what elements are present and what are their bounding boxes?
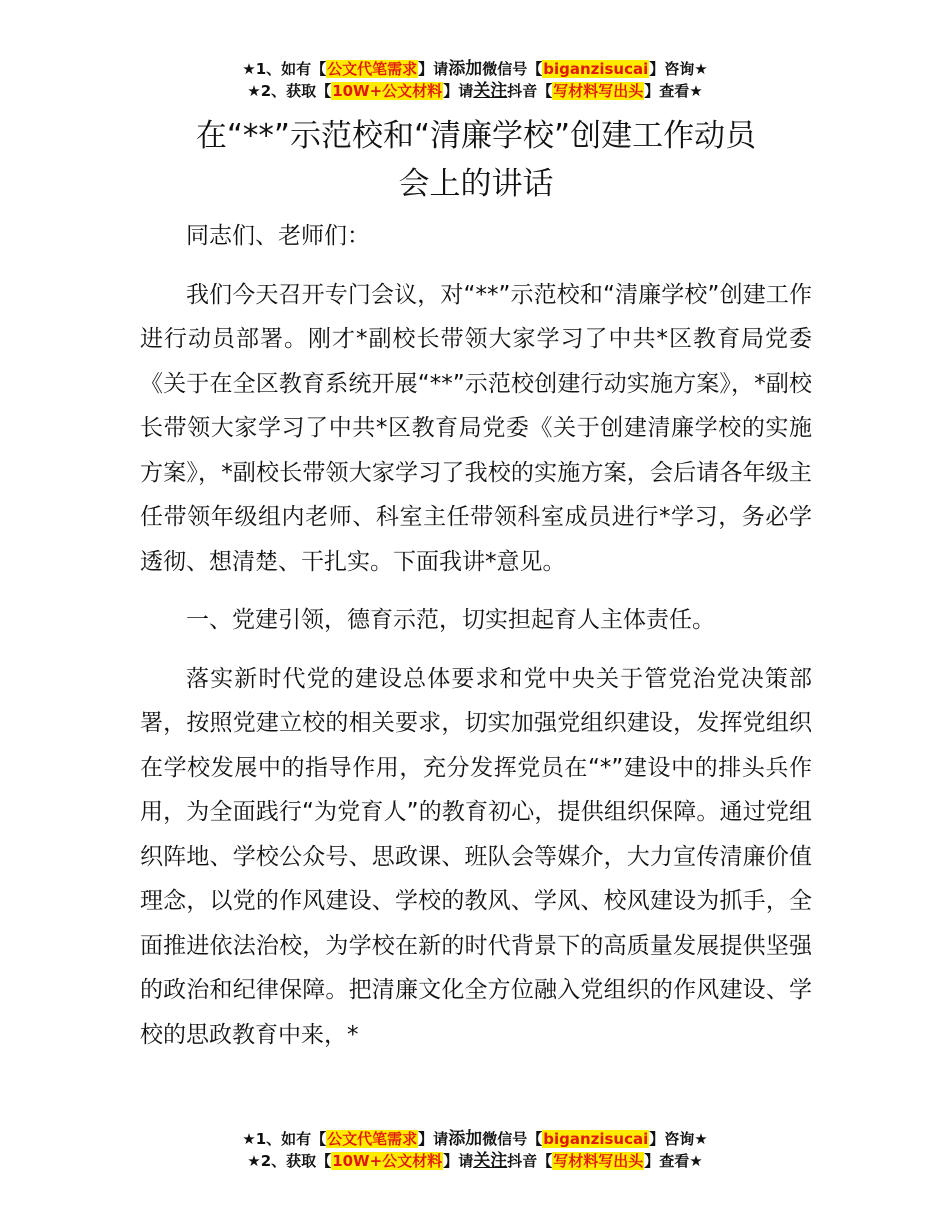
promo-text: 抖音【	[507, 1152, 553, 1170]
body-paragraph: 落实新时代党的建设总体要求和党中央关于管党治党决策部署，按照党建立校的相关要求，切实加强党组织建设，发挥党组织在学校发展中的指导作用，充分发挥党员在“*”建设中的排头兵作用，为全面践行“为党育人”的教育初心，提供组织保障。通过党组织阵地、学校公众号、思政课、班队会等媒介，大力宣传清廉价值理念，以党的作风建设、学校的教风、学风、校风建设为抓手，全面推进依法治校，为学校在新的时代背景下的高质量发展提供坚强的政治和纪律保障。把清廉文化全方位融入党组织的作风建设、学校的思政教育中来，*	[140, 665, 812, 1048]
document-body	[140, 214, 812, 1057]
promo-highlight: biganzisucai	[543, 1130, 649, 1148]
promo-highlight: biganzisucai	[543, 60, 649, 78]
promo-text: 】请	[418, 60, 449, 78]
promo-emphasis: 添加	[448, 59, 483, 79]
promo-text: ★1、如有【	[242, 1130, 327, 1148]
promo-emphasis: 关注	[473, 1151, 508, 1171]
promo-text: 】咨询★	[649, 60, 708, 78]
promo-text: 微信号【	[482, 1130, 543, 1148]
promo-text: ★2、获取【	[247, 82, 332, 100]
promo-text: 】请	[418, 1130, 449, 1148]
promo-line-1	[0, 58, 950, 80]
promo-highlight: 写材料写出头	[553, 82, 644, 100]
promo-text: 】咨询★	[649, 1130, 708, 1148]
title-line-2: 会上的讲话	[398, 166, 554, 202]
title-line-1: 在“**”示范校和“清廉学校”创建工作动员	[195, 118, 757, 154]
promo-text: 】请	[443, 1152, 474, 1170]
promo-text: ★1、如有【	[242, 60, 327, 78]
promo-text: 】请	[443, 82, 474, 100]
promo-text: 】查看★	[644, 82, 703, 100]
promo-emphasis: 关注	[473, 81, 508, 101]
promo-highlight: 写材料写出头	[553, 1152, 644, 1170]
promo-line-1	[0, 1128, 950, 1150]
body-paragraph: 我们今天召开专门会议，对“**”示范校和“清廉学校”创建工作进行动员部署。刚才*副校长带领大家学习了中共*区教育局党委《关于在全区教育系统开展“**”示范校创建行动实施方案》，*副校长带领大家学习了中共*区教育局党委《关于创建清廉学校的实施方案》，*副校长带领大家学习了我校的实施方案，会后请各年级主任带领年级组内老师、科室主任带领科室成员进行*学习，务必学透彻、想清楚、干扎实。下面我讲*意见。	[140, 281, 812, 575]
promo-banner-top	[0, 58, 950, 102]
section-heading: 一、党建引领，德育示范，切实担起育人主体责任。	[186, 607, 715, 633]
promo-highlight: 公文代笔需求	[327, 60, 418, 78]
promo-highlight: 10W+公文材料	[332, 1152, 443, 1170]
promo-emphasis: 添加	[448, 1129, 483, 1149]
promo-text: 微信号【	[482, 60, 543, 78]
document-title	[140, 112, 812, 208]
promo-line-2	[0, 80, 950, 102]
promo-line-2	[0, 1150, 950, 1172]
promo-banner-bottom	[0, 1128, 950, 1172]
promo-text: 】查看★	[644, 1152, 703, 1170]
promo-highlight: 公文代笔需求	[327, 1130, 418, 1148]
salutation: 同志们、老师们：	[186, 223, 370, 249]
promo-highlight: 10W+公文材料	[332, 82, 443, 100]
promo-text: 抖音【	[507, 82, 553, 100]
promo-text: ★2、获取【	[247, 1152, 332, 1170]
